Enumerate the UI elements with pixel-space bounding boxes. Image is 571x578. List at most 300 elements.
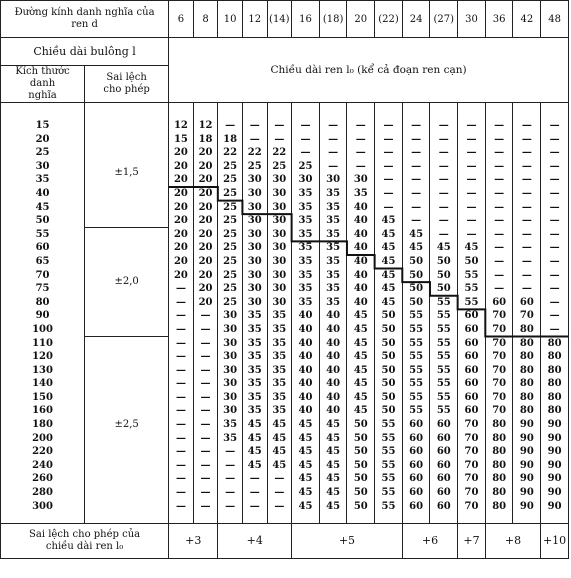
- thread-length-cell: 45: [319, 500, 347, 514]
- thread-length-cell: 70: [458, 472, 486, 486]
- thread-length-cell: 35: [292, 241, 320, 255]
- thread-length-cell: 30: [242, 214, 267, 228]
- thread-length-cell: 70: [485, 323, 513, 337]
- thread-length-cell: —: [485, 269, 513, 283]
- thread-length-cell: 50: [375, 391, 403, 405]
- thread-length-cell: 90: [513, 432, 541, 446]
- thread-length-cell: 50: [402, 269, 430, 283]
- thread-length-cell: 35: [242, 377, 267, 391]
- thread-length-cell: 80: [513, 377, 541, 391]
- thread-length-cell: 60: [485, 296, 513, 310]
- thread-length-cell: 35: [267, 337, 292, 351]
- table-row: [1, 228, 569, 242]
- thread-length-cell: 55: [402, 350, 430, 364]
- thread-length-cell: 20: [169, 214, 194, 228]
- thread-length-cell: —: [193, 364, 218, 378]
- spacer: [292, 513, 320, 523]
- thread-length-cell: 45: [347, 404, 375, 418]
- spacer: [319, 103, 347, 120]
- thread-length-cell: 80: [485, 432, 513, 446]
- footer-tolerance: +5: [292, 523, 403, 558]
- thread-length-cell: 35: [292, 187, 320, 201]
- thread-length-cell: 45: [319, 486, 347, 500]
- thread-length-cell: 90: [513, 472, 541, 486]
- footer-tolerance: +4: [218, 523, 292, 558]
- thread-length-cell: 70: [458, 486, 486, 500]
- spacer: [541, 103, 569, 120]
- thread-length-cell: —: [513, 255, 541, 269]
- thread-length-cell: 30: [267, 296, 292, 310]
- thread-length-cell: 20: [193, 187, 218, 201]
- thread-length-cell: 70: [485, 404, 513, 418]
- thread-length-cell: —: [169, 296, 194, 310]
- thread-length-cell: 35: [242, 404, 267, 418]
- thread-length-cell: —: [267, 486, 292, 500]
- thread-length-cell: 45: [319, 432, 347, 446]
- thread-length-cell: —: [169, 323, 194, 337]
- thread-length-cell: 20: [169, 241, 194, 255]
- thread-length-cell: 30: [267, 214, 292, 228]
- thread-length-cell: 30: [267, 228, 292, 242]
- nominal-length: 15: [1, 119, 85, 133]
- thread-length-cell: 55: [375, 445, 403, 459]
- thread-length-cell: 30: [242, 255, 267, 269]
- thread-length-cell: —: [541, 201, 569, 215]
- thread-length-cell: 35: [242, 391, 267, 405]
- thread-length-cell: 30: [319, 173, 347, 187]
- thread-length-cell: 20: [169, 228, 194, 242]
- thread-length-cell: 30: [267, 241, 292, 255]
- thread-length-cell: 50: [347, 486, 375, 500]
- diameter-header: 12: [242, 1, 267, 38]
- thread-length-cell: —: [430, 173, 458, 187]
- footer-tolerance: +3: [169, 523, 218, 558]
- thread-length-cell: 45: [267, 445, 292, 459]
- thread-length-cell: 45: [242, 418, 267, 432]
- thread-length-cell: 80: [485, 418, 513, 432]
- thread-length-cell: 40: [319, 323, 347, 337]
- thread-length-cell: 55: [402, 337, 430, 351]
- thread-length-cell: 35: [242, 309, 267, 323]
- thread-length-cell: 50: [375, 350, 403, 364]
- thread-length-cell: 35: [267, 323, 292, 337]
- thread-length-cell: 80: [541, 391, 569, 405]
- thread-length-cell: 55: [402, 404, 430, 418]
- thread-length-cell: 70: [458, 459, 486, 473]
- thread-length-cell: 45: [347, 309, 375, 323]
- thread-length-cell: 30: [242, 173, 267, 187]
- thread-length-cell: 60: [430, 445, 458, 459]
- thread-length-cell: —: [347, 133, 375, 147]
- thread-length-cell: —: [193, 337, 218, 351]
- thread-length-cell: 25: [218, 214, 243, 228]
- thread-length-cell: —: [513, 241, 541, 255]
- thread-length-cell: 30: [218, 377, 243, 391]
- thread-length-cell: 90: [541, 459, 569, 473]
- thread-length-cell: —: [193, 323, 218, 337]
- thread-length-cell: 20: [193, 228, 218, 242]
- thread-length-cell: —: [458, 160, 486, 174]
- thread-length-cell: 45: [292, 486, 320, 500]
- thread-length-cell: 20: [193, 201, 218, 215]
- thread-length-cell: 55: [430, 404, 458, 418]
- thread-length-cell: 80: [513, 323, 541, 337]
- thread-length-cell: —: [242, 472, 267, 486]
- thread-length-cell: 60: [402, 418, 430, 432]
- spacer: [541, 513, 569, 523]
- thread-length-cell: 55: [375, 459, 403, 473]
- spacer: [267, 103, 292, 120]
- thread-length-cell: 45: [375, 269, 403, 283]
- bolt-length-label: Chiều dài bulông l: [1, 38, 169, 66]
- thread-length-cell: —: [193, 391, 218, 405]
- thread-length-cell: —: [169, 459, 194, 473]
- thread-length-cell: 25: [242, 160, 267, 174]
- thread-length-cell: 15: [169, 133, 194, 147]
- thread-length-cell: —: [347, 146, 375, 160]
- thread-length-cell: 80: [485, 500, 513, 514]
- thread-length-cell: 50: [347, 472, 375, 486]
- thread-length-cell: 35: [267, 404, 292, 418]
- thread-length-cell: 70: [485, 364, 513, 378]
- diameter-header: 8: [193, 1, 218, 38]
- thread-length-cell: 20: [169, 255, 194, 269]
- thread-length-cell: 70: [485, 337, 513, 351]
- thread-length-cell: 60: [430, 486, 458, 500]
- thread-length-cell: 80: [513, 404, 541, 418]
- nominal-length: 200: [1, 432, 85, 446]
- thread-length-cell: 40: [292, 323, 320, 337]
- thread-length-cell: 35: [292, 214, 320, 228]
- thread-length-cell: 30: [242, 269, 267, 283]
- thread-length-cell: 55: [430, 296, 458, 310]
- thread-length-cell: 45: [242, 445, 267, 459]
- nominal-length: 160: [1, 404, 85, 418]
- thread-length-cell: —: [541, 160, 569, 174]
- thread-length-cell: 30: [218, 391, 243, 405]
- thread-length-cell: 90: [541, 432, 569, 446]
- thread-length-cell: 60: [402, 472, 430, 486]
- thread-length-cell: 30: [242, 282, 267, 296]
- thread-length-cell: 45: [319, 445, 347, 459]
- nominal-length: 150: [1, 391, 85, 405]
- thread-length-cell: —: [430, 187, 458, 201]
- thread-length-cell: —: [513, 201, 541, 215]
- diameter-header: 42: [513, 1, 541, 38]
- thread-length-cell: 55: [402, 323, 430, 337]
- spacer: [267, 513, 292, 523]
- thread-length-cell: —: [169, 309, 194, 323]
- thread-length-cell: —: [513, 214, 541, 228]
- thread-length-cell: —: [458, 119, 486, 133]
- thread-length-cell: 30: [218, 404, 243, 418]
- spacer: [458, 103, 486, 120]
- thread-length-cell: 40: [347, 255, 375, 269]
- thread-length-cell: 30: [242, 187, 267, 201]
- thread-length-cell: 40: [319, 404, 347, 418]
- thread-length-cell: —: [169, 445, 194, 459]
- thread-length-cell: 50: [375, 364, 403, 378]
- thread-length-cell: 35: [292, 296, 320, 310]
- thread-length-cell: —: [513, 282, 541, 296]
- thread-length-cell: 40: [319, 364, 347, 378]
- thread-length-cell: —: [193, 350, 218, 364]
- diameter-header: 16: [292, 1, 320, 38]
- thread-length-cell: 20: [169, 160, 194, 174]
- thread-length-cell: 35: [347, 187, 375, 201]
- thread-length-cell: 45: [242, 432, 267, 446]
- thread-length-cell: —: [319, 119, 347, 133]
- thread-length-cell: 50: [375, 377, 403, 391]
- thread-length-cell: 90: [541, 418, 569, 432]
- thread-length-cell: 60: [430, 500, 458, 514]
- thread-length-cell: 60: [430, 432, 458, 446]
- thread-length-cell: 30: [267, 187, 292, 201]
- thread-length-cell: —: [402, 146, 430, 160]
- nominal-length: 280: [1, 486, 85, 500]
- thread-length-cell: 70: [485, 309, 513, 323]
- nominal-length: 55: [1, 228, 85, 242]
- thread-length-cell: —: [541, 296, 569, 310]
- thread-length-cell: —: [485, 187, 513, 201]
- thread-length-cell: 55: [430, 391, 458, 405]
- thread-length-cell: 45: [402, 241, 430, 255]
- thread-length-cell: —: [169, 418, 194, 432]
- tolerance-label: Sai lệch cho phép: [85, 66, 169, 103]
- thread-length-cell: —: [319, 133, 347, 147]
- thread-length-cell: 30: [218, 309, 243, 323]
- thread-length-cell: —: [267, 133, 292, 147]
- thread-length-cell: —: [402, 119, 430, 133]
- thread-length-cell: 60: [402, 432, 430, 446]
- thread-length-cell: 80: [485, 472, 513, 486]
- thread-length-cell: 50: [458, 255, 486, 269]
- thread-length-cell: —: [513, 119, 541, 133]
- thread-length-cell: —: [541, 187, 569, 201]
- spacer: [458, 513, 486, 523]
- nominal-length: 140: [1, 377, 85, 391]
- spacer: [85, 103, 169, 120]
- thread-length-cell: —: [541, 241, 569, 255]
- thread-length-cell: —: [458, 187, 486, 201]
- thread-length-cell: —: [485, 146, 513, 160]
- thread-length-cell: 18: [218, 133, 243, 147]
- thread-length-cell: 40: [347, 228, 375, 242]
- thread-length-cell: 80: [485, 445, 513, 459]
- nominal-length: 90: [1, 309, 85, 323]
- thread-length-cell: 50: [347, 418, 375, 432]
- thread-length-cell: 35: [292, 255, 320, 269]
- thread-length-cell: 20: [193, 146, 218, 160]
- thread-length-cell: 40: [292, 350, 320, 364]
- thread-length-cell: 55: [375, 486, 403, 500]
- thread-length-cell: —: [218, 459, 243, 473]
- thread-length-cell: 90: [513, 418, 541, 432]
- thread-length-cell: 40: [292, 337, 320, 351]
- spacer: [1, 103, 85, 120]
- thread-length-cell: —: [513, 269, 541, 283]
- thread-length-cell: —: [402, 187, 430, 201]
- thread-length-cell: —: [375, 133, 403, 147]
- thread-length-cell: —: [458, 146, 486, 160]
- spacer: [430, 513, 458, 523]
- thread-length-cell: 20: [193, 282, 218, 296]
- spacer: [218, 513, 243, 523]
- thread-length-cell: 70: [458, 418, 486, 432]
- thread-length-cell: —: [513, 133, 541, 147]
- thread-length-cell: 55: [402, 364, 430, 378]
- thread-length-cell: 45: [292, 472, 320, 486]
- thread-length-cell: 45: [292, 500, 320, 514]
- thread-length-cell: 50: [430, 269, 458, 283]
- thread-length-cell: 55: [430, 364, 458, 378]
- thread-length-cell: —: [458, 228, 486, 242]
- thread-length-cell: 80: [513, 350, 541, 364]
- thread-length-cell: 50: [375, 337, 403, 351]
- spacer: [193, 513, 218, 523]
- thread-length-cell: —: [485, 214, 513, 228]
- thread-length-cell: 45: [347, 350, 375, 364]
- thread-length-cell: 35: [267, 377, 292, 391]
- thread-length-cell: —: [218, 472, 243, 486]
- thread-length-cell: —: [430, 146, 458, 160]
- thread-length-cell: —: [267, 500, 292, 514]
- thread-length-cell: 35: [242, 323, 267, 337]
- thread-length-cell: 45: [375, 228, 403, 242]
- thread-length-cell: 45: [319, 418, 347, 432]
- thread-length-cell: —: [402, 133, 430, 147]
- thread-length-cell: 70: [458, 432, 486, 446]
- thread-length-cell: 40: [292, 309, 320, 323]
- thread-length-cell: —: [169, 404, 194, 418]
- thread-length-cell: 45: [267, 432, 292, 446]
- thread-length-cell: —: [193, 500, 218, 514]
- thread-length-cell: —: [458, 173, 486, 187]
- thread-length-cell: —: [485, 282, 513, 296]
- thread-length-cell: —: [513, 228, 541, 242]
- thread-length-cell: —: [169, 364, 194, 378]
- thread-length-cell: —: [458, 201, 486, 215]
- diameter-header: 30: [458, 1, 486, 38]
- thread-length-cell: —: [267, 472, 292, 486]
- thread-length-cell: 90: [513, 500, 541, 514]
- thread-length-cell: 45: [242, 459, 267, 473]
- thread-length-cell: 55: [430, 309, 458, 323]
- spacer: [402, 103, 430, 120]
- thread-length-cell: 35: [242, 364, 267, 378]
- thread-length-cell: —: [513, 173, 541, 187]
- thread-length-cell: 25: [218, 269, 243, 283]
- spacer: [485, 103, 513, 120]
- footer-tolerance: +8: [485, 523, 540, 558]
- table-row: [1, 337, 569, 351]
- thread-length-cell: —: [430, 214, 458, 228]
- thread-length-cell: 40: [319, 377, 347, 391]
- thread-length-cell: —: [541, 269, 569, 283]
- diameter-label: Đường kính danh nghĩa của ren d: [1, 1, 169, 38]
- thread-length-cell: 80: [485, 486, 513, 500]
- thread-length-cell: 35: [292, 201, 320, 215]
- thread-length-cell: 35: [267, 309, 292, 323]
- thread-length-cell: —: [485, 160, 513, 174]
- diameter-header: 20: [347, 1, 375, 38]
- thread-length-cell: 20: [193, 269, 218, 283]
- thread-length-cell: 20: [193, 255, 218, 269]
- thread-length-cell: 25: [218, 201, 243, 215]
- thread-length-cell: 60: [402, 459, 430, 473]
- thread-length-cell: —: [242, 133, 267, 147]
- thread-length-cell: 70: [485, 350, 513, 364]
- thread-length-cell: 50: [430, 282, 458, 296]
- thread-length-cell: 40: [347, 269, 375, 283]
- thread-length-cell: 45: [319, 472, 347, 486]
- thread-length-cell: 55: [430, 323, 458, 337]
- thread-length-cell: —: [430, 228, 458, 242]
- thread-length-cell: 40: [347, 214, 375, 228]
- thread-length-cell: —: [541, 282, 569, 296]
- footer-tolerance: +10: [541, 523, 569, 558]
- nominal-length: 20: [1, 133, 85, 147]
- thread-length-cell: 60: [458, 350, 486, 364]
- thread-length-cell: 12: [193, 119, 218, 133]
- thread-length-cell: 20: [169, 187, 194, 201]
- thread-length-cell: —: [169, 472, 194, 486]
- nominal-length: 80: [1, 296, 85, 310]
- thread-length-cell: —: [513, 146, 541, 160]
- tolerance-value: ±2,5: [85, 337, 169, 514]
- thread-length-cell: 50: [375, 323, 403, 337]
- thread-length-cell: 55: [458, 282, 486, 296]
- nominal-length: 65: [1, 255, 85, 269]
- thread-length-cell: —: [169, 391, 194, 405]
- thread-length-cell: 25: [218, 187, 243, 201]
- thread-length-cell: 35: [319, 296, 347, 310]
- thread-length-cell: 45: [319, 459, 347, 473]
- thread-length-cell: 90: [513, 459, 541, 473]
- thread-length-cell: —: [485, 255, 513, 269]
- thread-length-cell: 60: [402, 486, 430, 500]
- tolerance-value: ±2,0: [85, 228, 169, 337]
- spacer: [513, 513, 541, 523]
- thread-length-cell: —: [485, 133, 513, 147]
- thread-length-cell: 55: [430, 350, 458, 364]
- thread-length-cell: 80: [541, 337, 569, 351]
- diameter-header: 36: [485, 1, 513, 38]
- thread-length-cell: —: [541, 228, 569, 242]
- thread-length-cell: 30: [218, 350, 243, 364]
- thread-length-cell: 70: [458, 445, 486, 459]
- thread-length-cell: —: [375, 201, 403, 215]
- thread-length-cell: 20: [193, 241, 218, 255]
- thread-length-cell: 70: [485, 391, 513, 405]
- thread-length-cell: 30: [292, 173, 320, 187]
- thread-length-cell: —: [485, 241, 513, 255]
- thread-length-cell: 90: [513, 486, 541, 500]
- thread-length-cell: 35: [319, 201, 347, 215]
- thread-length-cell: —: [513, 187, 541, 201]
- thread-length-cell: 80: [541, 377, 569, 391]
- thread-length-cell: 40: [347, 296, 375, 310]
- thread-length-cell: 50: [402, 296, 430, 310]
- diameter-header: (14): [267, 1, 292, 38]
- thread-length-cell: 35: [319, 255, 347, 269]
- thread-length-cell: 50: [347, 500, 375, 514]
- thread-length-cell: 55: [375, 472, 403, 486]
- nominal-length: 100: [1, 323, 85, 337]
- thread-length-cell: —: [402, 160, 430, 174]
- spacer: [169, 103, 194, 120]
- thread-length-cell: 60: [458, 377, 486, 391]
